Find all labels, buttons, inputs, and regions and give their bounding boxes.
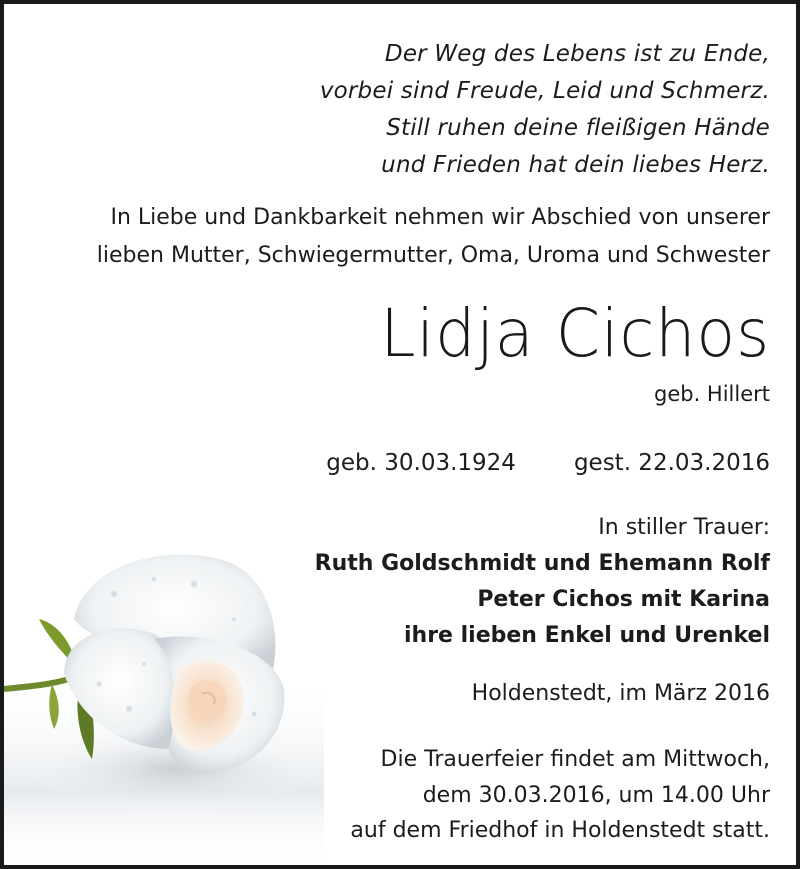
life-dates [326,445,770,481]
poem-line: Der Weg des Lebens ist zu Ende, [384,41,770,67]
poem [320,36,770,184]
place-date: Holdenstedt, im März 2016 [471,681,770,706]
intro-text [97,199,770,275]
intro-line: lieben Mutter, Schwiegermutter, Oma, Uroma und Schwester [96,243,770,268]
birth-date: geb. 30.03.1924 [326,450,516,476]
mourners [315,510,770,654]
ceremony-line: Die Trauerfeier findet am Mittwoch, [380,747,770,772]
poem-line: und Frieden hat dein liebes Herz. [381,152,770,178]
mourners-heading: In stiller Trauer: [598,515,770,540]
poem-line: Still ruhen deine fleißigen Hände [386,115,770,141]
mourner-name: ihre lieben Enkel und Urenkel [403,623,770,648]
mourner-name: Peter Cichos mit Karina [477,587,770,612]
white-rose-image [4,524,324,869]
deceased-name: Lidja Cichos [380,295,770,372]
ceremony-line: dem 30.03.2016, um 14.00 Uhr [422,782,770,808]
mourner-name: Ruth Goldschmidt und Ehemann Rolf [314,551,770,576]
ceremony-line: auf dem Friedhof in Holdenstedt statt. [350,818,770,843]
intro-line: In Liebe und Dankbarkeit nehmen wir Abschied von unserer [110,205,770,230]
ceremony-info [350,742,770,849]
poem-line: vorbei sind Freude, Leid und Schmerz. [319,78,770,104]
death-date: gest. 22.03.2016 [573,450,770,476]
maiden-name: geb. Hillert [653,382,770,406]
